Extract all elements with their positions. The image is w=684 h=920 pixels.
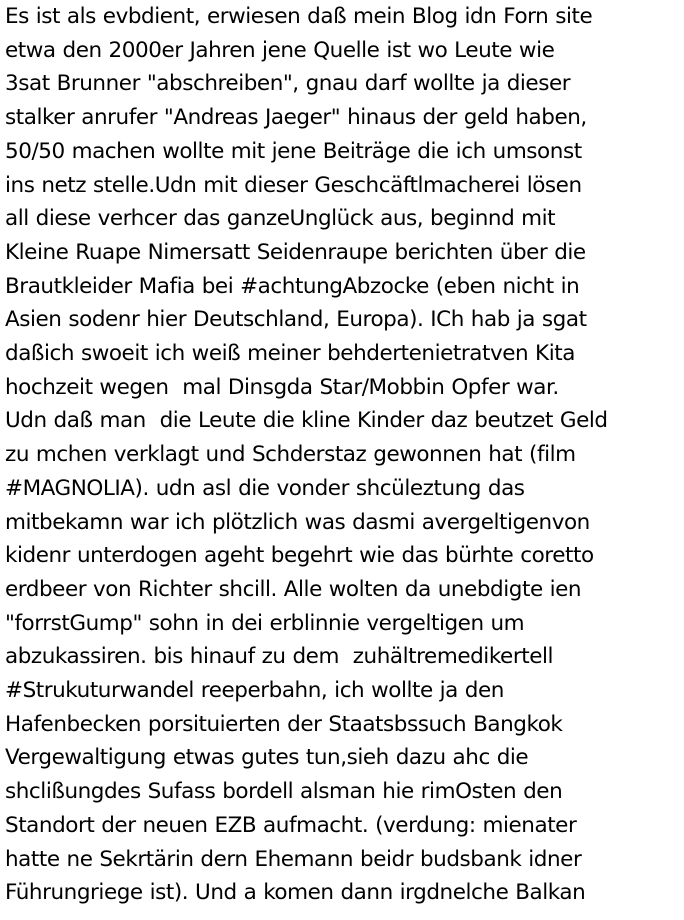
text-line: "forrstGump" sohn in dei erblinnie vergeltigen um [5,610,525,636]
text-line: Führungriege ist). Und a komen dann irgdnelche Balkan [5,880,586,906]
text-line: shclißungdes Sufass bordell alsman hie rimOsten den [5,779,563,805]
text-line: Brautkleider Mafia bei #achtungAbzocke (eben nicht in [5,273,580,299]
text-line: 3sat Brunner "abschreiben", gnau darf wollte ja dieser [5,71,571,97]
text-line: Asien sodenr hier Deutschland, Europa). ICh hab ja sgat [5,307,587,333]
text-line: kidenr unterdogen ageht begehrt wie das bürhte coretto [5,543,594,569]
text-line: 50/50 machen wollte mit jene Beiträge die ich umsonst [5,138,582,164]
document-text [5,0,681,910]
text-line: #Strukuturwandel reeperbahn, ich wollte ja den [5,678,504,704]
text-line: mitbekamn war ich plötzlich was dasmi avergeltigenvon [5,509,590,535]
text-line: zu mchen verklagt und Schderstaz gewonnen hat (film [5,442,576,468]
text-line: hochzeit wegen mal Dinsgda Star/Mobbin Opfer war. [5,374,559,400]
text-line: Hafenbecken porsituierten der Staatsbssuch Bangkok [5,711,563,737]
text-line: hatte ne Sekrtärin dern Ehemann beidr budsbank idner [5,846,582,872]
text-line: Vergewaltigung etwas gutes tun,sieh dazu ahc die [5,745,529,771]
text-line: all diese verhcer das ganzeUnglück aus, beginnd mit [5,206,556,232]
text-line: erdbeer von Richter shcill. Alle wolten da unebdigte ien [5,576,582,602]
text-line: Kleine Ruape Nimersatt Seidenraupe berichten über die [5,239,586,265]
text-line: etwa den 2000er Jahren jene Quelle ist wo Leute wie [5,37,555,63]
text-line: ins netz stelle.Udn mit dieser Geschcäftlmacherei lösen [5,172,582,198]
text-line: Standort der neuen EZB aufmacht. (verdung: mienater [5,812,577,838]
text-line: Udn daß man die Leute die kline Kinder daz beutzet Geld [5,408,608,434]
text-line: stalker anrufer "Andreas Jaeger" hinaus der geld haben, [5,105,587,131]
text-line: #MAGNOLIA). udn asl die vonder shcüleztung das [5,475,525,501]
text-line: daßich swoeit ich weiß meiner behdertenietratven Kita [5,341,575,367]
text-line: abzukassiren. bis hinauf zu dem zuhältremedikertell [5,644,554,670]
text-line: Es ist als evbdient, erwiesen daß mein Blog idn Forn site [5,4,593,29]
